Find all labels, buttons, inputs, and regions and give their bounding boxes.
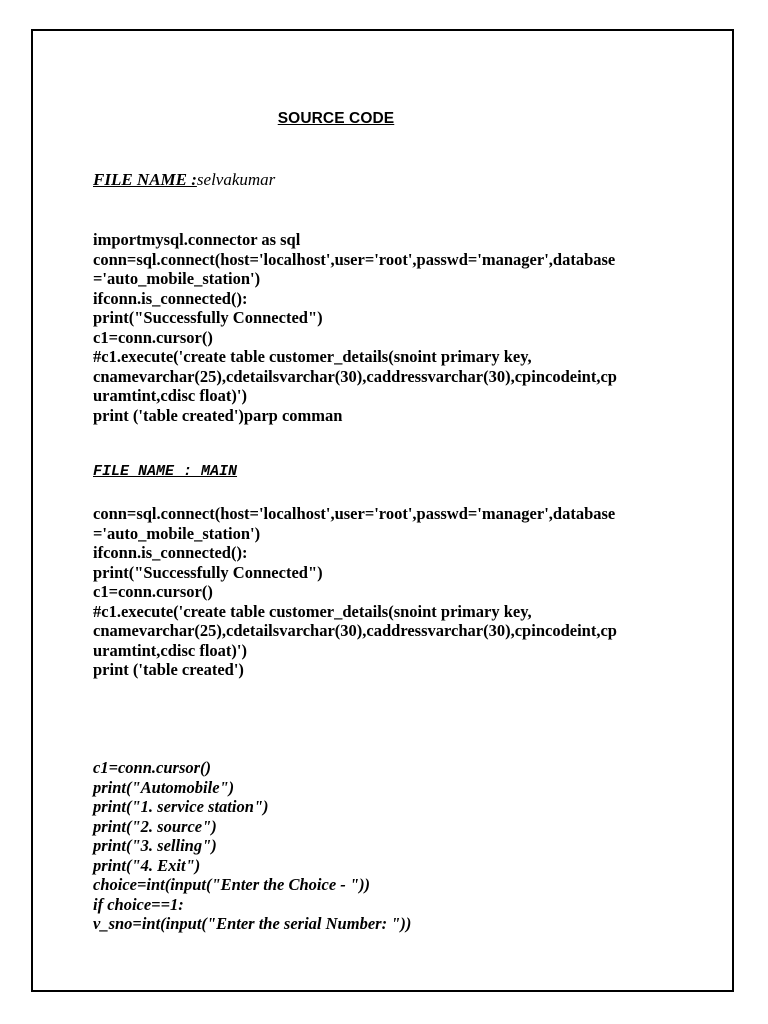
- code-line: cnamevarchar(25),cdetailsvarchar(30),caddressvarchar(30),cpincodeint,cp: [93, 366, 617, 386]
- code-line: print ('table created'): [93, 660, 244, 679]
- code-line: print("Automobile"): [93, 777, 235, 797]
- code-line: conn=sql.connect(host='localhost',user='root',passwd='manager',database: [93, 249, 616, 269]
- code-line: uramtint,cdisc float)'): [93, 386, 247, 405]
- file-name-heading-2: FILE NAME : MAIN: [93, 463, 238, 480]
- code-line: #c1.execute('create table customer_details(snoint primary key,: [93, 347, 532, 366]
- code-block-1: [93, 230, 693, 425]
- code-line: uramtint,cdisc float)'): [93, 640, 247, 660]
- code-line: #c1.execute('create table customer_details(snoint primary key,: [93, 601, 532, 621]
- code-line: print("4. Exit"): [93, 855, 201, 875]
- code-block-3: [93, 758, 693, 934]
- code-line: cnamevarchar(25),cdetailsvarchar(30),caddressvarchar(30),cpincodeint,cp: [93, 621, 617, 640]
- page-title: SOURCE CODE: [277, 110, 395, 127]
- code-line: print("Successfully Connected"): [93, 308, 323, 327]
- code-block-2: [93, 504, 693, 680]
- code-line: ifconn.is_connected():: [93, 288, 248, 308]
- code-line: print("Successfully Connected"): [93, 562, 323, 582]
- code-line: v_sno=int(input("Enter the serial Number: ")): [93, 914, 412, 933]
- code-line: c1=conn.cursor(): [93, 327, 213, 347]
- code-line: conn=sql.connect(host='localhost',user='root',passwd='manager',database: [93, 504, 616, 523]
- code-line: print("1. service station"): [93, 797, 269, 816]
- code-line: if choice==1:: [93, 894, 184, 914]
- file-name-value: selvakumar: [196, 170, 276, 189]
- code-line: choice=int(input("Enter the Choice - ")): [93, 875, 371, 894]
- code-line: ifconn.is_connected():: [93, 543, 248, 562]
- code-line: print("2. source"): [93, 816, 217, 836]
- code-line: ='auto_mobile_station'): [93, 269, 261, 288]
- code-line: c1=conn.cursor(): [93, 758, 212, 777]
- file-name-label: FILE NAME :: [93, 170, 197, 189]
- code-line: print("3. selling"): [93, 836, 217, 855]
- code-line: importmysql.connector as sql: [93, 230, 301, 249]
- file-name-heading-1: [93, 170, 275, 190]
- code-line: ='auto_mobile_station'): [93, 523, 261, 543]
- code-line: c1=conn.cursor(): [93, 582, 213, 601]
- code-line: print ('table created')parp comman: [93, 405, 343, 425]
